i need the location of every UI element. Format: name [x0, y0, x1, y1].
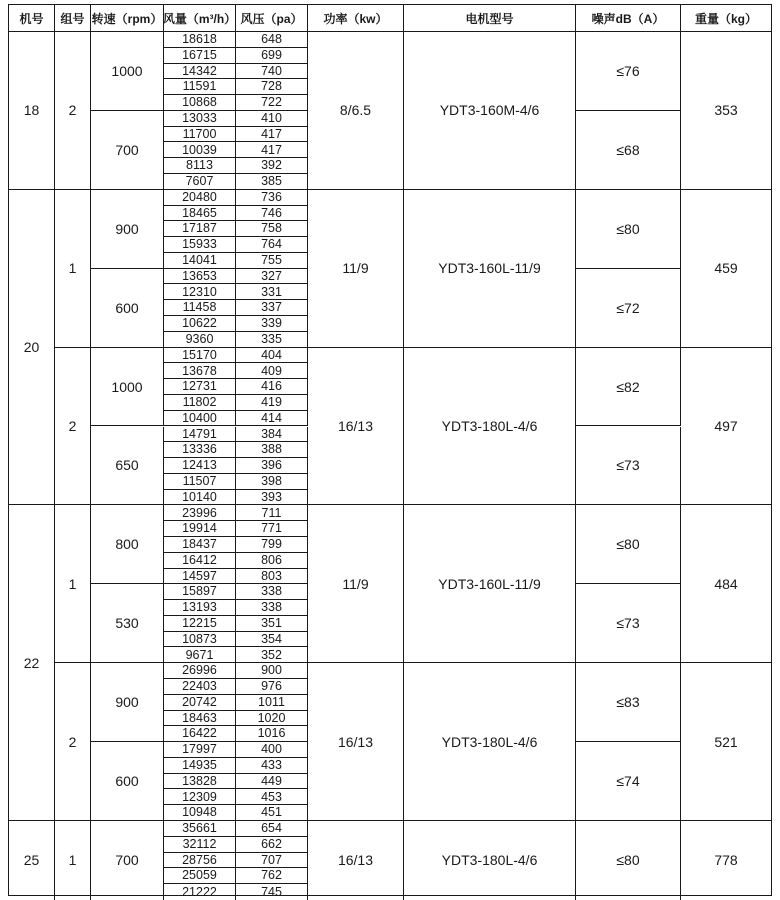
pressure-cell: 648	[236, 32, 308, 48]
flow-cell: 28756	[164, 853, 236, 869]
noise-cell: ≤74	[576, 742, 681, 821]
pressure-cell: 1011	[236, 695, 308, 711]
flow-cell: 10400	[164, 411, 236, 427]
pressure-cell: 745	[236, 884, 308, 900]
flow-cell: 26996	[164, 663, 236, 679]
pressure-cell: 338	[236, 600, 308, 616]
speed-cell: 900	[91, 663, 164, 742]
pressure-cell: 433	[236, 758, 308, 774]
flow-cell: 15933	[164, 237, 236, 253]
flow-cell: 14342	[164, 64, 236, 80]
pressure-cell: 400	[236, 742, 308, 758]
motor-cell: YDT3-160L-11/9	[404, 505, 576, 663]
flow-cell: 17187	[164, 221, 236, 237]
flow-cell: 22403	[164, 679, 236, 695]
flow-cell: 11591	[164, 79, 236, 95]
flow-cell: 13033	[164, 111, 236, 127]
flow-cell: 16715	[164, 48, 236, 64]
pressure-cell: 327	[236, 269, 308, 285]
header-group: 组号	[55, 5, 91, 32]
header-speed: 转速（rpm）	[91, 5, 164, 32]
header-pressure: 风压（pa）	[236, 5, 308, 32]
pressure-cell: 409	[236, 363, 308, 379]
power-cell: 8/6.5	[308, 32, 404, 190]
flow-cell: 7607	[164, 174, 236, 190]
speed-cell: 600	[91, 269, 164, 348]
flow-cell: 9671	[164, 647, 236, 663]
flow-cell: 13193	[164, 600, 236, 616]
flow-cell: 23996	[164, 505, 236, 521]
flow-cell: 12310	[164, 284, 236, 300]
flow-cell: 12309	[164, 789, 236, 805]
flow-cell: 20742	[164, 695, 236, 711]
noise-cell: ≤83	[576, 663, 681, 742]
flow-cell: 12731	[164, 379, 236, 395]
pressure-cell: 736	[236, 190, 308, 206]
motor-cell: YDT3-180L-4/6	[404, 348, 576, 506]
pressure-cell: 451	[236, 805, 308, 821]
pressure-cell: 654	[236, 821, 308, 837]
flow-cell: 13828	[164, 774, 236, 790]
pressure-cell: 417	[236, 127, 308, 143]
pressure-cell: 398	[236, 474, 308, 490]
flow-cell: 18465	[164, 206, 236, 222]
pressure-cell: 331	[236, 284, 308, 300]
noise-cell: ≤68	[576, 111, 681, 190]
power-cell: 16/13	[308, 663, 404, 821]
header-weight: 重量（kg）	[681, 5, 771, 32]
noise-cell: ≤80	[576, 821, 681, 900]
pressure-cell: 339	[236, 316, 308, 332]
speed-cell: 1000	[91, 348, 164, 427]
machine-number-cell: 25	[9, 821, 55, 900]
pressure-cell: 410	[236, 111, 308, 127]
noise-cell: ≤76	[576, 32, 681, 111]
noise-cell: ≤72	[576, 269, 681, 348]
pressure-cell: 1016	[236, 726, 308, 742]
header-motor: 电机型号	[404, 5, 576, 32]
flow-cell: 10039	[164, 142, 236, 158]
flow-cell: 14935	[164, 758, 236, 774]
pressure-cell: 755	[236, 253, 308, 269]
pressure-cell: 900	[236, 663, 308, 679]
flow-cell: 14597	[164, 569, 236, 585]
weight-cell: 778	[714, 852, 738, 869]
fan-performance-table	[8, 4, 772, 899]
pressure-cell: 762	[236, 868, 308, 884]
group-cell: 2	[55, 32, 91, 190]
power-cell: 11/9	[308, 190, 404, 348]
pressure-cell: 338	[236, 584, 308, 600]
flow-cell: 11507	[164, 474, 236, 490]
flow-cell: 11458	[164, 300, 236, 316]
motor-cell: YDT3-160L-11/9	[404, 190, 576, 348]
flow-cell: 13678	[164, 363, 236, 379]
pressure-cell: 722	[236, 95, 308, 111]
speed-cell: 700	[91, 821, 164, 900]
speed-cell: 1000	[91, 32, 164, 111]
pressure-cell: 396	[236, 458, 308, 474]
flow-cell: 11700	[164, 127, 236, 143]
flow-cell: 13336	[164, 442, 236, 458]
weight-cell: 521	[681, 663, 771, 821]
flow-cell: 16412	[164, 553, 236, 569]
pressure-cell: 728	[236, 79, 308, 95]
speed-cell: 900	[91, 190, 164, 269]
pressure-cell: 758	[236, 221, 308, 237]
header-machine: 机号	[9, 5, 55, 32]
flow-cell: 18437	[164, 537, 236, 553]
weight-cell: 353	[681, 32, 771, 190]
flow-cell: 19914	[164, 521, 236, 537]
pressure-cell: 352	[236, 647, 308, 663]
group-cell: 1	[55, 190, 91, 348]
pressure-cell: 449	[236, 774, 308, 790]
machine-number-cell: 20	[9, 190, 55, 506]
motor-cell: YDT3-180L-4/6	[404, 663, 576, 821]
speed-cell: 650	[91, 427, 164, 506]
noise-cell: ≤73	[576, 584, 681, 663]
group-cell: 1	[55, 505, 91, 663]
pressure-cell: 740	[236, 64, 308, 80]
flow-cell: 14791	[164, 427, 236, 443]
power-cell: 11/9	[308, 505, 404, 663]
pressure-cell: 354	[236, 632, 308, 648]
flow-cell: 25059	[164, 868, 236, 884]
pressure-cell: 453	[236, 789, 308, 805]
motor-cell: YDT3-160M-4/6	[404, 32, 576, 190]
pressure-cell: 392	[236, 158, 308, 174]
power-cell: 16/13	[308, 821, 404, 900]
flow-cell: 16422	[164, 726, 236, 742]
pressure-cell: 771	[236, 521, 308, 537]
speed-cell: 530	[91, 584, 164, 663]
pressure-cell: 388	[236, 442, 308, 458]
pressure-cell: 806	[236, 553, 308, 569]
flow-cell: 12413	[164, 458, 236, 474]
flow-cell: 10868	[164, 95, 236, 111]
flow-cell: 18618	[164, 32, 236, 48]
weight-cell: 459	[681, 190, 771, 348]
flow-cell: 10873	[164, 632, 236, 648]
pressure-cell: 1020	[236, 711, 308, 727]
flow-cell: 10622	[164, 316, 236, 332]
flow-cell: 8113	[164, 158, 236, 174]
noise-cell: ≤80	[576, 505, 681, 584]
machine-number-cell: 18	[9, 32, 55, 190]
flow-cell: 9360	[164, 332, 236, 348]
flow-cell: 21222	[164, 884, 236, 900]
pressure-cell: 337	[236, 300, 308, 316]
header-power: 功率（kw）	[308, 5, 404, 32]
pressure-cell: 414	[236, 411, 308, 427]
motor-cell: YDT3-180L-4/6	[404, 821, 576, 900]
flow-cell: 14041	[164, 253, 236, 269]
flow-cell: 13653	[164, 269, 236, 285]
flow-cell: 12215	[164, 616, 236, 632]
pressure-cell: 417	[236, 142, 308, 158]
pressure-cell: 393	[236, 490, 308, 506]
pressure-cell: 746	[236, 206, 308, 222]
flow-cell: 10948	[164, 805, 236, 821]
pressure-cell: 699	[236, 48, 308, 64]
speed-cell: 800	[91, 505, 164, 584]
noise-cell: ≤82	[576, 348, 681, 427]
pressure-cell: 976	[236, 679, 308, 695]
header-row	[9, 5, 771, 32]
pressure-cell: 404	[236, 348, 308, 364]
power-cell: 16/13	[308, 348, 404, 506]
weight-cell: 484	[681, 505, 771, 663]
weight-cell: 497	[681, 348, 771, 506]
flow-cell: 18463	[164, 711, 236, 727]
speed-cell: 600	[91, 742, 164, 821]
noise-cell: ≤80	[576, 190, 681, 269]
header-flow: 风量（m³/h）	[164, 5, 236, 32]
pressure-cell: 351	[236, 616, 308, 632]
pressure-cell: 711	[236, 505, 308, 521]
pressure-cell: 662	[236, 837, 308, 853]
pressure-cell: 384	[236, 427, 308, 443]
flow-cell: 17997	[164, 742, 236, 758]
group-cell: 2	[55, 663, 91, 821]
pressure-cell: 707	[236, 853, 308, 869]
pressure-cell: 803	[236, 569, 308, 585]
speed-cell: 700	[91, 111, 164, 190]
pressure-cell: 764	[236, 237, 308, 253]
pressure-cell: 335	[236, 332, 308, 348]
flow-cell: 20480	[164, 190, 236, 206]
pressure-cell: 416	[236, 379, 308, 395]
flow-cell: 15897	[164, 584, 236, 600]
group-cell: 2	[55, 348, 91, 506]
machine-number-cell: 22	[9, 505, 55, 821]
pressure-cell: 419	[236, 395, 308, 411]
pressure-cell: 385	[236, 174, 308, 190]
pressure-cell: 799	[236, 537, 308, 553]
flow-cell: 32112	[164, 837, 236, 853]
flow-cell: 11802	[164, 395, 236, 411]
group-cell: 1	[55, 821, 91, 900]
flow-cell: 10140	[164, 490, 236, 506]
noise-cell: ≤73	[576, 427, 681, 506]
flow-cell: 15170	[164, 348, 236, 364]
flow-cell: 35661	[164, 821, 236, 837]
header-noise: 噪声dB（A）	[576, 5, 681, 32]
